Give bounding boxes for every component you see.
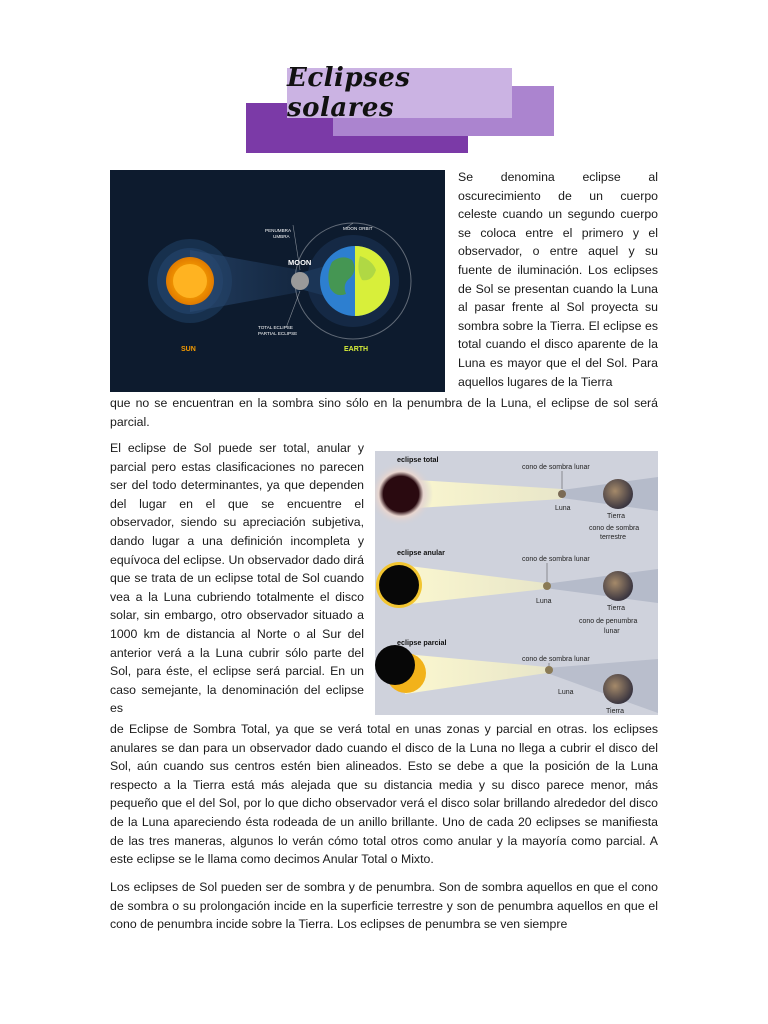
- cone-shadow-label-2: cono de sombra lunar: [522, 556, 590, 563]
- tierra-label-3: Tierra: [606, 708, 625, 715]
- page-title: Eclipses solares: [287, 63, 411, 123]
- solar-eclipse-diagram: [110, 170, 445, 392]
- eclipse-types-diagram: [375, 451, 658, 715]
- sun-label: SUN: [181, 346, 196, 353]
- partial-eclipse-label: PARTIAL ECLIPSE: [258, 331, 298, 336]
- eclipse-anular-title: eclipse anular: [397, 548, 445, 557]
- pen-cone-label-line2: lunar: [604, 628, 620, 635]
- tierra-label-1: Tierra: [607, 513, 626, 520]
- moon-orbit-label: MOON ORBIT: [343, 226, 373, 231]
- paragraph-3: Los eclipses de Sol pueden ser de sombra y de penumbra. Son de sombra aquellos en que el cono de sombra o su prolongación incide en la superficie terrestre y son de penumbra aquellos en que el cono de penumbra incide sobre la Tierra. Los eclipses de penumbra se ven siempre: [110, 880, 658, 932]
- umbra-label: UMBRA: [273, 234, 290, 239]
- penumbra-label: PENUMBRA: [265, 228, 292, 233]
- paragraph-1-continued: que no se encuentran en la sombra sino sólo en la penumbra de la Luna, el eclipse de sol será parcial.: [110, 396, 658, 429]
- luna-label-2: Luna: [536, 598, 552, 605]
- earth-label: EARTH: [344, 346, 369, 353]
- paragraph-2-continued: de Eclipse de Sombra Total, ya que se verá total en unas zonas y parcial en otras. los eclipses anulares se dan para un observador dado cuando el disco de la Luna no llega a cubrir el disco del Sol, aún cuando sus centros estén bien alineados. Esto se debe a que la posición de la Luna respecto a la Tierra está más alejada que su distancia media y su disco parece menor, más pequeño que el del Sol, por lo que dicho observador verá el disco solar brillando alrededor del disco de la Luna apareciendo ésta rodeada de un anillo brillante. Uno de cada 20 eclipses se manifiesta de las tres maneras, algunos lo verán cómo total otros como anular y la mayoría como parcial. A este eclipse se le llama como decimos Anular Total o Mixto.: [110, 722, 658, 867]
- cone-shadow-label-3: cono de sombra lunar: [522, 656, 590, 663]
- earth-cone-label-line2: terrestre: [600, 534, 627, 541]
- earth-cone-label-line1: cono de sombra: [589, 525, 640, 532]
- luna-label-3: Luna: [558, 689, 574, 696]
- eclipse-parcial-title: eclipse parcial: [397, 638, 447, 647]
- eclipse-total-title: eclipse total: [397, 455, 439, 464]
- paragraph-2-wrapped: El eclipse de Sol puede ser total, anular y parcial pero estas clasificaciones no parecen ser del todo determinantes, ya que dependen del lugar en el que se encuentre el observador, siendo su apreciación subjetiva, dando lugar a una definición incompleta y equívoca del eclipse. Un observador dado dirá que se trata de un eclipse total de Sol cuando vea a la Luna cubriendo totalmente el disco solar, sin embargo, otro observador situado a 1000 km de distancia al Norte o al Sur del anterior verá a la Luna cubrir sólo parte del Sol, para éste, el eclipse será parcial. En un caso semejante, la denominación del eclipse es: [110, 441, 364, 716]
- luna-label-1: Luna: [555, 505, 571, 512]
- moon-label: MOON: [288, 258, 312, 267]
- total-eclipse-label: TOTAL ECLIPSE: [258, 325, 293, 330]
- tierra-label-2: Tierra: [607, 605, 626, 612]
- moon-icon: [291, 272, 309, 290]
- paragraph-1-wrapped: Se denomina eclipse al oscurecimiento de un cuerpo celeste cuando un segundo cuerpo se coloca entre el primero y el observador, o entre aquel y su fuente de iluminación. Los eclipses de Sol se presentan cuando la Luna al pasar frente al Sol proyecta su sombra sobre la Tierra. El eclipse es total cuando el disco aparente de la Luna es mayor que el del Sol. Para aquellos lugares de la Tierra: [458, 170, 658, 389]
- cone-shadow-label-1: cono de sombra lunar: [522, 464, 590, 471]
- pen-cone-label-line1: cono de penumbra: [579, 618, 638, 625]
